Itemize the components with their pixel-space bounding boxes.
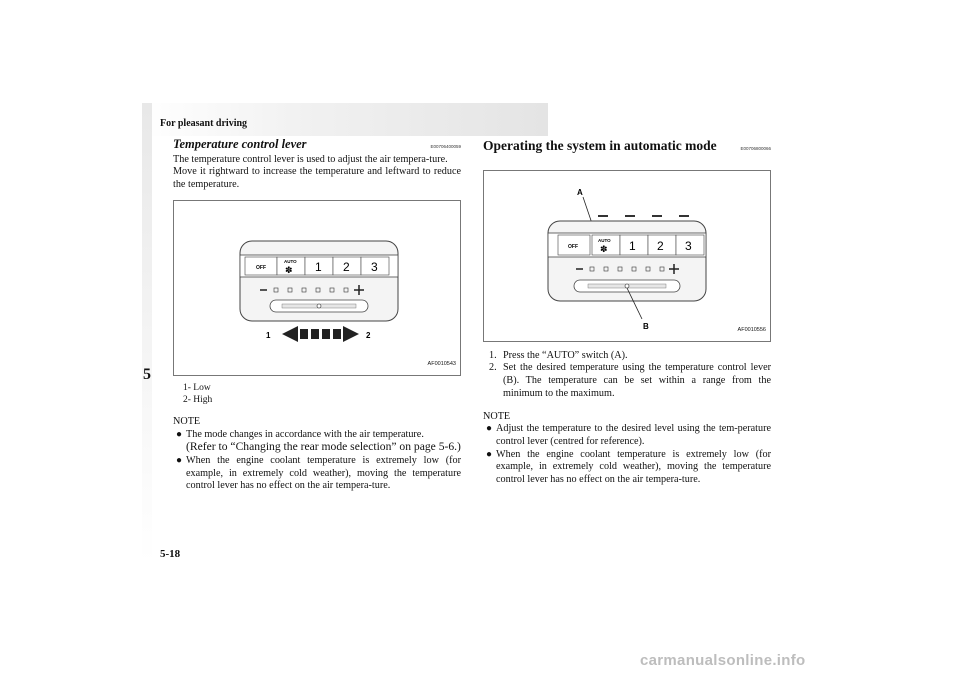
step-item [489,362,771,400]
left-column [173,138,461,493]
control-panel-illustration [484,171,772,341]
off-button-label: OFF [256,264,266,271]
step-item [489,350,771,363]
intro-paragraph-2: Move it rightward to increase the temperature and leftward to reduce the temperature. [173,166,461,191]
fan-speed-1: 1 [629,238,636,253]
section-code: E00706400059 [430,144,461,149]
fan-speed-2: 2 [343,259,350,274]
legend-item-high: 2- High [183,394,213,405]
note-item [483,423,771,448]
fan-speed-1: 1 [315,259,322,274]
fan-speed-3: 3 [371,259,378,274]
note-text: Adjust the temperature to the desired level using the tem-perature control lever (centred for reference). [496,423,771,447]
temperature-lever-knob [625,284,629,288]
auto-button-label: AUTO [284,258,297,264]
fan-speed-2: 2 [657,238,664,253]
control-panel-illustration [174,201,462,375]
note-item [173,429,461,455]
figure-legend [173,382,461,406]
step-number: 1. [489,349,497,361]
arrow-label-low: 1 [266,330,271,340]
running-head: For pleasant driving [160,118,248,129]
main-title: Operating the system in automatic mode [483,138,717,153]
legend-item-low: 1- Low [183,382,211,393]
figure-code: AF0010543 [427,361,456,368]
right-column [483,138,771,487]
auto-button-label: AUTO [598,237,611,243]
intro-paragraph-1: The temperature control lever is used to adjust the air tempera-ture. [173,153,448,165]
left-title-row [173,138,461,154]
watermark: carmanualsonline.info [640,652,806,669]
instruction-steps [483,350,771,401]
label-b: B [643,321,649,331]
figure-temperature-lever [173,200,461,376]
section-code: E00706800066 [740,146,771,151]
chapter-number: 5 [143,366,151,383]
off-button-label: OFF [568,243,578,250]
note-item [173,455,461,493]
section-title: Temperature control lever [173,137,307,151]
bullet-icon: ● [486,448,493,460]
label-a: A [577,187,583,197]
step-text: Press the “AUTO” switch (A). [503,349,628,361]
arrow-label-high: 2 [366,330,371,340]
note-label: NOTE [173,415,201,427]
note-text: When the engine coolant temperature is extremely low (for example, in extremely cold weather), moving the temperature control lever has no effect on the air tempera-ture. [186,454,461,492]
side-strip [142,103,152,563]
note-item [483,449,771,487]
figure-automatic-mode [483,170,771,342]
bullet-icon: ● [176,454,183,466]
bullet-icon: ● [486,423,493,435]
direction-arrow [282,326,359,342]
fan-icon: ✽ [285,264,293,275]
right-title-row [483,140,771,156]
bullet-icon: ● [176,428,183,440]
step-text: Set the desired temperature using the temperature control lever (B). The temperature can be set within a range from the minimum to the maximum. [503,362,771,399]
figure-code: AF0010556 [737,327,766,333]
note-label: NOTE [483,410,511,422]
fan-speed-3: 3 [685,238,692,253]
step-number: 2. [489,362,497,374]
note-text: When the engine coolant temperature is extremely low (for example, in extremely cold weather), moving the temperature control lever has no effect on the air tempera-ture. [496,448,771,486]
note-reference: (Refer to “Changing the rear mode selection” on page 5-6.) [186,440,461,454]
fan-icon: ✽ [600,243,608,254]
note-text: The mode changes in accordance with the air temperature. [186,428,424,440]
page-number: 5-18 [160,548,181,560]
temperature-lever-knob [317,304,321,308]
